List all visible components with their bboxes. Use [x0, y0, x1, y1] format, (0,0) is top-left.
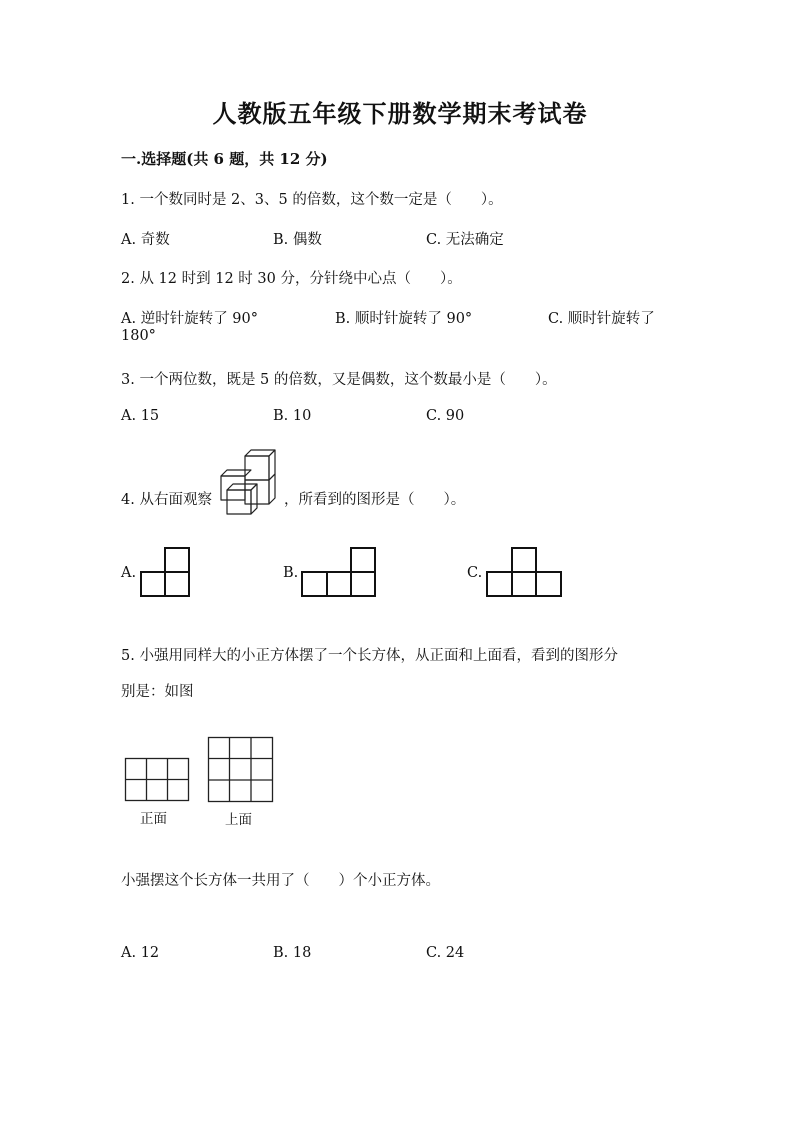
question-5-follow-up: 小强摆这个长方体一共用了（ ）个小正方体。 — [121, 873, 440, 889]
question-1-option-a[interactable]: A. 奇数 — [121, 232, 170, 248]
question-3-stem: 3. 一个两位数，既是 5 的倍数，又是偶数，这个数最小是（ ）。 — [121, 372, 557, 388]
question-5-stem-line-1: 5. 小强用同样大的小正方体摆了一个长方体，从正面和上面看，看到的图形分 — [121, 648, 618, 664]
question-4-option-c[interactable]: C. — [467, 565, 483, 581]
question-5-option-b[interactable]: B. 18 — [273, 945, 312, 961]
question-1-option-c[interactable]: C. 无法确定 — [426, 232, 504, 248]
question-4-stem-end: ，所看到的图形是（ ）。 — [284, 492, 466, 508]
question-3-option-c[interactable]: C. 90 — [426, 408, 465, 424]
option-a-squares-figure — [140, 547, 192, 599]
question-2-option-c-wrap: 180° — [121, 328, 156, 344]
question-3-option-b[interactable]: B. 10 — [273, 408, 312, 424]
question-4-option-a[interactable]: A. — [121, 565, 137, 581]
question-4-stem-start: 4. 从右面观察 — [121, 492, 212, 508]
top-view-grid-figure — [208, 737, 273, 802]
option-b-squares-figure — [301, 547, 379, 599]
question-5-stem-line-2: 别是：如图 — [121, 684, 194, 700]
question-2-option-a[interactable]: A. 逆时针旋转了 90° — [121, 311, 258, 327]
question-5-option-a[interactable]: A. 12 — [121, 945, 160, 961]
front-view-grid-figure — [125, 758, 189, 801]
question-2-stem: 2. 从 12 时到 12 时 30 分，分针绕中心点（ ）。 — [121, 271, 462, 287]
top-view-label: 上面 — [225, 812, 252, 828]
question-4-option-b[interactable]: B. — [283, 565, 299, 581]
question-1-stem: 1. 一个数同时是 2、3、5 的倍数，这个数一定是（ ）。 — [121, 192, 503, 208]
question-2-option-b[interactable]: B. 顺时针旋转了 90° — [335, 311, 473, 327]
cube-stack-figure — [219, 446, 279, 526]
question-2-option-c[interactable]: C. 顺时针旋转了 — [548, 311, 655, 327]
page-title: 人教版五年级下册数学期末考试卷 — [212, 99, 588, 128]
front-view-label: 正面 — [140, 811, 167, 827]
section-heading: 一.选择题(共 6 题，共 12 分) — [121, 150, 328, 168]
question-5-option-c[interactable]: C. 24 — [426, 945, 465, 961]
question-3-option-a[interactable]: A. 15 — [121, 408, 160, 424]
question-1-option-b[interactable]: B. 偶数 — [273, 232, 322, 248]
option-c-squares-figure — [486, 547, 564, 599]
